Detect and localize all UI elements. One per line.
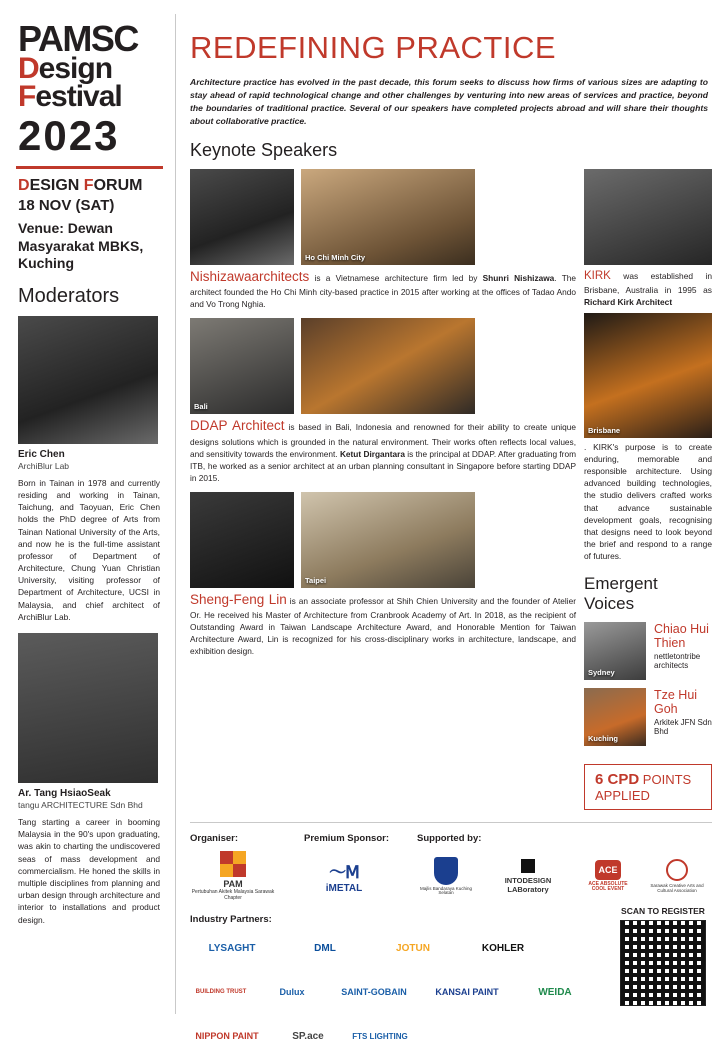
moderator-name: Eric Chen bbox=[18, 448, 65, 460]
emergent-name: Chiao Hui Thien bbox=[654, 622, 709, 651]
logo-f-letter: F bbox=[18, 79, 36, 113]
premium-sponsor-name: iMETAL bbox=[325, 883, 363, 895]
kirk-description bbox=[584, 268, 712, 309]
scaca-mark-icon bbox=[666, 859, 688, 881]
moderator-bio: Tang starting a career in booming Malaysia in the 90's upon graduating, was akin to charting the undiscovered seas of mass development and commercialism. He honed the skills in multiple disciplines from planning and urban design through architecture and interior to installations and product design. bbox=[18, 817, 160, 925]
logo-estival-text: estival bbox=[35, 79, 122, 113]
partner-logo-nippon-paint: NIPPON PAINT bbox=[195, 1031, 259, 1042]
kirk-person-name: Richard Kirk Architect bbox=[584, 297, 673, 308]
speaker-text-lead: is an associate professor at Shih Chien University and the founder of Atelier Or. He received his Master of Architecture from Cranbrook Academy of Art. In 2018, as the recipient of Outstanding Award in Taiwan Landscape Architecture Award, and Honorable Mention for Taiwan Architecture Award, Lin is recognized for his cross-disciplinary works in architecture, landscape, and exhibition design. bbox=[190, 595, 576, 657]
industry-partners-logos bbox=[190, 931, 610, 1053]
cpd-number: 6 CPD bbox=[595, 771, 640, 789]
supporter-logo-scaca bbox=[649, 850, 705, 902]
organiser-label: Organiser: bbox=[190, 833, 239, 845]
emergent-info bbox=[654, 688, 712, 736]
speaker-text-lead: is a Vietnamese architecture firm led by bbox=[309, 272, 483, 283]
scan-to-register[interactable] bbox=[620, 906, 706, 1006]
speaker-text-rest: is the principal at DDAP. After graduating from ITB, he worked as a senior architect at an urban planning consultant in Singapore before starting DDAP in 2015. bbox=[190, 448, 576, 483]
moderator-bio: Born in Tainan in 1978 and currently residing and working in Tainan, Taichung, and Taoyuan, Eric Chen holds the PhD degree of Arts from Tainan National University of the Arts, and now he is the full-time assistant professor of Department of Architecture, Chung Yuan Christian University, visiting professor of Department of Architecture, UCSI in Malaysia, and chief architect of ArchiBlur Lab. bbox=[18, 477, 160, 622]
emergent-affiliation: nettletontribe architects bbox=[654, 652, 701, 671]
partner-logo-dml: DML bbox=[314, 942, 336, 954]
kirk-text-lead: was established in Brisbane, Australia in 1995 as bbox=[584, 270, 712, 296]
speaker-project-photo bbox=[301, 492, 475, 588]
partner-logo-saint-gobain: SAINT-GOBAIN bbox=[341, 987, 407, 998]
cpd-label: POINTS APPLIED bbox=[595, 772, 692, 804]
emergent-photo bbox=[584, 688, 646, 746]
ace-mark-icon: ACE bbox=[595, 860, 621, 880]
qr-code[interactable] bbox=[620, 920, 706, 1006]
emergent-voice-1 bbox=[584, 622, 712, 680]
partner-logo-kohler: KOHLER bbox=[481, 942, 525, 954]
partner-logo-space: SP.ace bbox=[292, 1030, 324, 1042]
photo-caption: Taipei bbox=[305, 575, 327, 585]
logo-design bbox=[18, 52, 165, 86]
speaker-firm-name: Sheng-Feng Lin bbox=[190, 591, 287, 607]
speaker-project-photo bbox=[301, 169, 475, 265]
emergent-voices-heading: Emergent Voices bbox=[584, 574, 658, 614]
scan-label: SCAN TO REGISTER bbox=[621, 906, 705, 916]
speaker-block-ddap bbox=[190, 318, 576, 484]
partner-logo-building-trust: BUILDING TRUST bbox=[195, 989, 247, 996]
partner-logo-lysaght: LYSAGHT bbox=[208, 942, 256, 954]
moderator-affiliation: tangu ARCHITECTURE Sdn Bhd bbox=[18, 800, 143, 811]
photo-caption: Bali bbox=[194, 402, 208, 412]
red-divider bbox=[16, 166, 163, 169]
speakers-grid bbox=[190, 169, 712, 811]
emergent-voice-2 bbox=[584, 688, 712, 746]
industry-partners-label: Industry Partners: bbox=[190, 914, 272, 926]
kirk-firm-name: KIRK bbox=[584, 269, 611, 282]
premium-sponsor-label: Premium Sponsor: bbox=[304, 833, 389, 845]
partner-logo-fts-lighting: FTS LIGHTING bbox=[352, 1031, 408, 1041]
emergent-name: Tze Hui Goh bbox=[654, 688, 698, 717]
keynote-speakers-heading: Keynote Speakers bbox=[190, 139, 338, 160]
design-forum-title bbox=[18, 177, 165, 195]
moderator-card-2 bbox=[18, 633, 165, 926]
premium-sponsor-logo-imetal bbox=[304, 850, 384, 902]
logo-year: 2023 bbox=[18, 112, 120, 160]
partner-logo-kansai-paint: KANSAI PAINT bbox=[435, 987, 499, 998]
speaker-block-sheng-feng-lin bbox=[190, 492, 576, 658]
speaker-photos bbox=[190, 318, 576, 414]
footer-divider bbox=[190, 822, 712, 823]
speaker-firm-name: Nishizawaarchitects bbox=[190, 268, 310, 284]
moderator-photo-eric-chen bbox=[18, 316, 158, 444]
speaker-portrait bbox=[190, 318, 294, 414]
speaker-firm-name: DDAP Architect bbox=[190, 418, 285, 434]
logo-pamsc: PAMSC bbox=[18, 18, 138, 59]
speaker-block-nishizawa bbox=[190, 169, 576, 311]
speaker-person-name: Ketut Dirgantara bbox=[339, 448, 405, 459]
intodesign-mark-icon bbox=[521, 859, 535, 873]
keynote-column bbox=[190, 169, 576, 811]
organiser-column bbox=[190, 833, 276, 902]
logo-festival bbox=[18, 79, 165, 113]
speaker-text-lead: is based in Bali, Indonesia and renowned for their ability to create unique designs solutions which is grounded in the natural environment. Their works often reflects local values, and sensitivity towards the environment. bbox=[190, 422, 576, 459]
organiser-name: PAM bbox=[223, 879, 243, 890]
sponsor-columns bbox=[190, 833, 712, 902]
speaker-person-name: Shunri Nishizawa bbox=[482, 272, 555, 283]
event-date: 18 NOV (SAT) bbox=[18, 197, 115, 215]
left-column bbox=[14, 14, 176, 1014]
premium-sponsor-column bbox=[304, 833, 389, 902]
kirk-project-photo bbox=[584, 313, 712, 438]
photo-caption: Ho Chi Minh City bbox=[305, 252, 365, 262]
emergent-info bbox=[654, 622, 712, 670]
kirk-portrait bbox=[584, 169, 712, 265]
partner-logo-jotun: JOTUN bbox=[396, 942, 430, 954]
moderators-heading: Moderators bbox=[18, 284, 120, 307]
speaker-description bbox=[190, 416, 576, 484]
moderator-affiliation: ArchiBlur Lab bbox=[18, 460, 70, 471]
pam-mark-icon bbox=[220, 851, 246, 877]
speaker-description bbox=[190, 267, 576, 311]
moderator-card-1 bbox=[18, 316, 165, 623]
intro-paragraph: Architecture practice has evolved in the past decade, this forum seeks to discuss how firms of various sizes are adapting to stay ahead of rapid technological change and other challenges by venturing into new areas of services and practice, beyond the boundaries of traditional practice. Several of our speakers have completed projects abroad and will share their thoughts about collaborative practice. bbox=[190, 77, 708, 126]
partner-logo-dulux: Dulux bbox=[279, 987, 305, 998]
imetal-wave-icon: 〜Ⅿ bbox=[329, 863, 359, 883]
sponsors-section bbox=[190, 833, 712, 1053]
df-f-letter: F bbox=[83, 177, 94, 195]
supporter-name: ACE ABSOLUTE COOL EVENT bbox=[588, 880, 628, 893]
mbks-crest-icon bbox=[434, 857, 458, 885]
organiser-sub: Pertubuhan Akitek Malaysia Sarawak Chapter bbox=[191, 889, 275, 902]
logo-esign-text: esign bbox=[38, 52, 113, 86]
right-column bbox=[176, 14, 712, 1042]
speaker-portrait bbox=[190, 492, 294, 588]
supporter-logo-intodesign bbox=[489, 850, 567, 902]
photo-caption: Kuching bbox=[588, 734, 618, 744]
moderator-photo-tang-hsiaoseak bbox=[18, 633, 158, 783]
emergent-affiliation: Arkitek JFN Sdn Bhd bbox=[654, 718, 712, 737]
photo-caption: Brisbane bbox=[588, 425, 621, 435]
cpd-points-badge bbox=[584, 764, 712, 810]
supporter-name: Majlis Bandaraya Kuching Selatan bbox=[419, 885, 473, 896]
page-title: REDEFINING PRACTICE bbox=[190, 30, 557, 65]
photo-caption: Sydney bbox=[588, 668, 615, 678]
emergent-photo bbox=[584, 622, 646, 680]
supported-by-column bbox=[417, 833, 712, 902]
supporter-logo-mbks bbox=[417, 850, 475, 902]
df-esign-text: ESIGN bbox=[29, 177, 84, 195]
festival-logo bbox=[18, 18, 165, 160]
supporter-name: Sarawak Creative Arts and Cultural Association bbox=[650, 883, 704, 894]
event-venue: Venue: Dewan Masyarakat MBKS, Kuching bbox=[18, 220, 144, 272]
df-orum-text: ORUM bbox=[93, 177, 143, 195]
supporter-name: INTODESIGN LABoratory bbox=[504, 875, 552, 894]
organiser-logo-pam bbox=[190, 850, 276, 902]
supported-logos bbox=[417, 850, 712, 902]
speaker-portrait bbox=[190, 169, 294, 265]
logo-d-letter: D bbox=[18, 52, 39, 86]
kirk-description-rest: . KIRK's purpose is to create enduring, memorable and responsible architecture. Using advanced building technologies, the studio delivers crafted works that advance sustainable development goals, recognising that designs need to look beyond the brief and respond to a range of futures. bbox=[584, 441, 712, 562]
moderator-name: Ar. Tang HsiaoSeak bbox=[18, 788, 111, 800]
supporter-logo-ace bbox=[581, 850, 635, 902]
speaker-text-rest: . The architect founded the Ho Chi Minh city-based practice in 2015 after working at the offices of Tadao Ando and Vo Trong Nghia. bbox=[190, 272, 577, 310]
partner-logo-weida: WEIDA bbox=[538, 986, 572, 998]
speaker-project-photo bbox=[301, 318, 475, 414]
speaker-photos bbox=[190, 169, 576, 265]
side-column bbox=[584, 169, 712, 811]
speaker-description bbox=[190, 590, 576, 658]
speaker-photos bbox=[190, 492, 576, 588]
supported-by-label: Supported by: bbox=[417, 833, 482, 845]
df-d-letter: D bbox=[18, 177, 30, 195]
